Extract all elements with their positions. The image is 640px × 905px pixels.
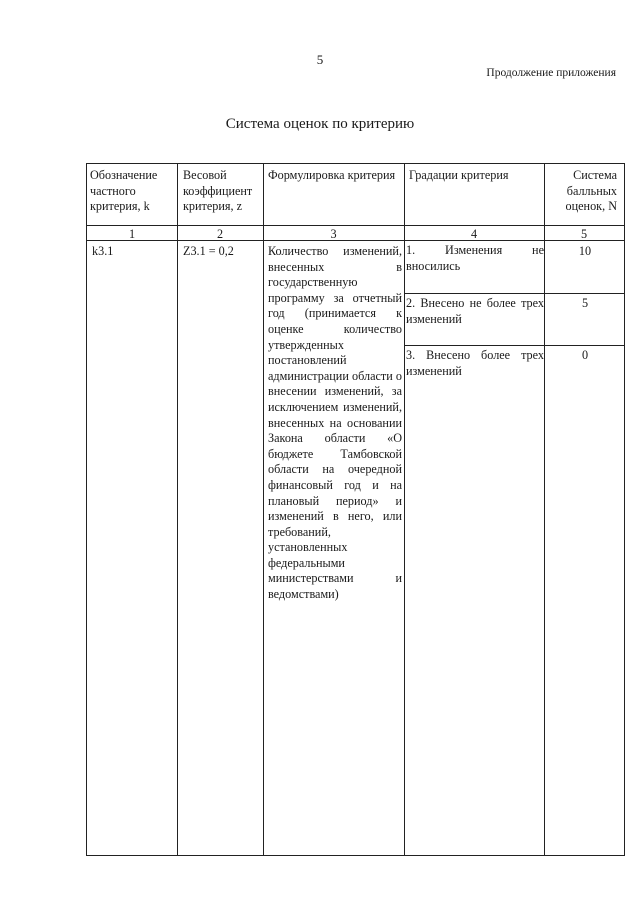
column-number: 3 [330,227,337,241]
gradation-divider [404,293,624,294]
score-1: 10 [578,244,592,258]
gradation-3: 3. Внесено более трех изменений [406,348,544,378]
criterion-formulation: Количество изменений, внесенных в государственную программу за отчетный год (принимается к оценке количество утвержденных постановлений администрации области о внесении изменений, за исключением изменений, внесенных на основании Закона области «О бюджете Тамбовской области на очередной финансовый год и на плановый период» и изменений в него, или требований, установленных федеральными министерствами и ведомствами) [268,244,402,602]
header-gradations: Градации критерия [409,168,509,182]
gradation-divider [404,345,624,346]
header-code: Обозначение частного критерия, k [90,168,158,214]
header-formulation: Формулировка критерия [268,168,396,182]
column-divider [404,163,405,855]
header-score-system: Система балльных оценок, N [565,168,617,214]
criterion-code: k3.1 [92,244,114,258]
header-weight: Весовой коэффициент критерия, z [183,168,253,214]
column-number: 2 [216,227,224,241]
document-title: Система оценок по критерию [225,116,415,132]
table-top-border [87,163,624,164]
column-number: 5 [580,227,588,241]
column-divider [263,163,264,855]
header-bottom-border [87,225,624,226]
column-number: 1 [128,227,136,241]
criteria-table [86,163,625,856]
gradation-1: 1. Изменения не вносились [406,243,544,273]
column-divider [544,163,545,855]
score-2: 5 [581,296,589,310]
page-number: 5 [316,52,324,67]
column-divider [177,163,178,855]
score-3: 0 [581,348,589,362]
continuation-label: Продолжение приложения [486,67,616,79]
criterion-weight: Z3.1 = 0,2 [183,244,234,258]
gradation-2: 2. Внесено не более трех изменений [406,296,544,326]
column-number: 4 [470,227,478,241]
